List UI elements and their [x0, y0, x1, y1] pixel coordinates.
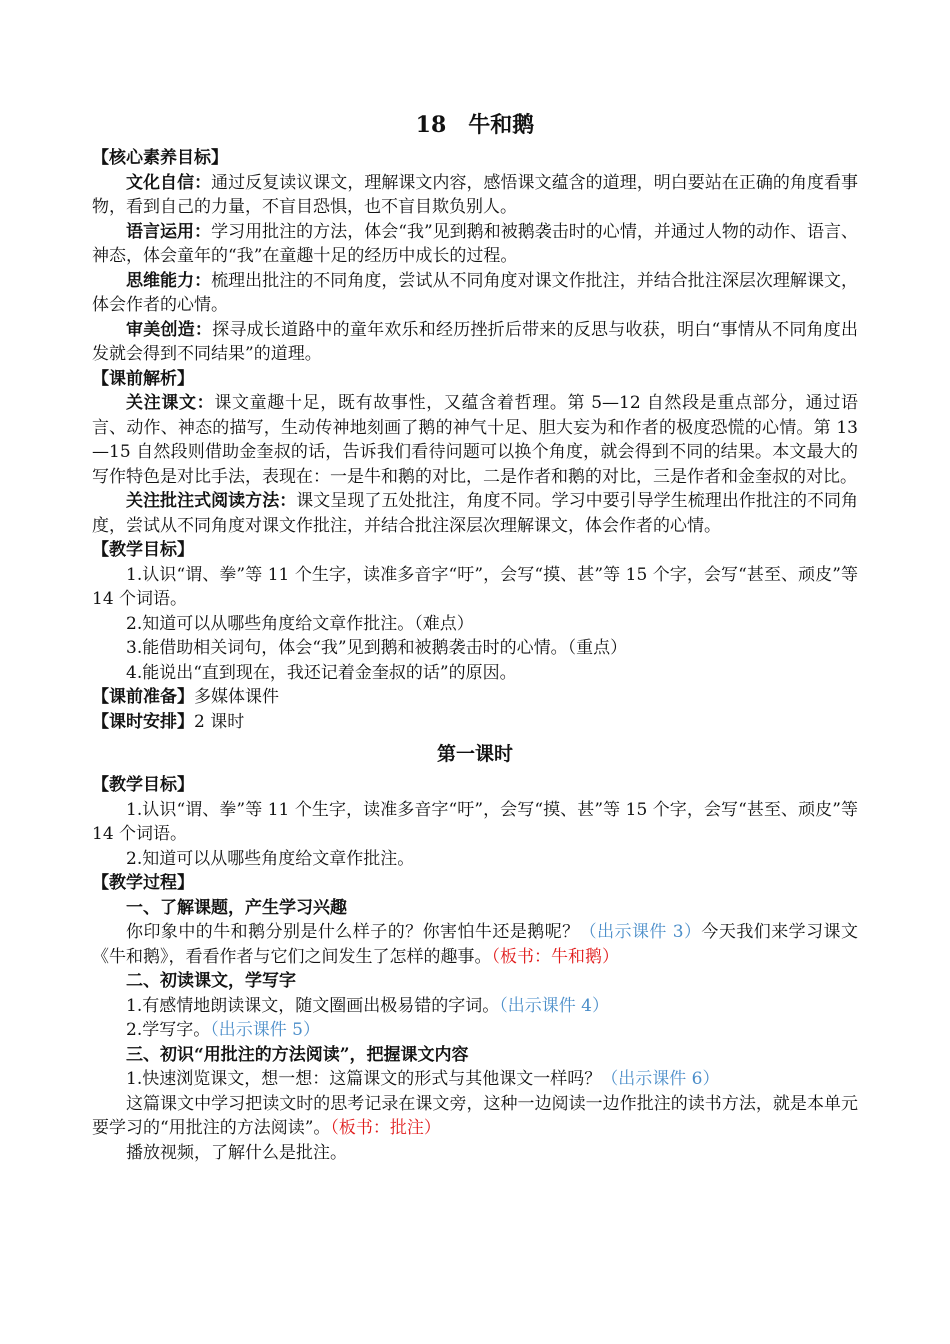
lesson-name: 牛和鹅 [468, 112, 535, 138]
board-note: （板书：批注） [330, 1118, 441, 1138]
step3-title: 三、初识“用批注的方法阅读”，把握课文内容 [126, 1044, 469, 1065]
step2-item1: 1.有感情地朗读课文，随文圈画出极易错的字词。（出示课件 4） [126, 995, 609, 1016]
teaching-goals-heading: 【教学目标】 [92, 540, 194, 560]
teaching-goal-item: 3.能借助相关词句，体会“我”见到鹅和被鹅袭击时的心情。（重点） [126, 638, 628, 658]
prep-line: 【课前准备】多媒体课件 [92, 687, 279, 707]
page-title [92, 110, 858, 140]
courseware-note: （出示课件 3） [579, 922, 702, 942]
step3-paragraph: 这篇课文中学习把读文时的思考记录在课文旁，这种一边阅读一边作批注的读书方法，就是本单元要学习的“用批注的方法阅读”。（板书：批注） [92, 1093, 858, 1138]
step2-item2: 2.学写字。（出示课件 5） [126, 1020, 320, 1040]
board-note: （板书：牛和鹅） [491, 946, 619, 967]
schedule-line: 【课时安排】2 课时 [92, 711, 245, 732]
step3-last: 播放视频，了解什么是批注。 [126, 1142, 347, 1163]
lesson1-goal-item: 2.知道可以从哪些角度给文章作批注。 [126, 848, 415, 869]
lesson1-goals-heading: 【教学目标】 [92, 775, 194, 795]
core-goal-aesthetic: 审美创造：探寻成长道路中的童年欢乐和经历挫折后带来的反思与收获，明白“事情从不同角度出发就会得到不同结果”的道理。 [92, 319, 858, 364]
step3-item1: 1.快速浏览课文，想一想：这篇课文的形式与其他课文一样吗？（出示课件 6） [126, 1069, 720, 1089]
step2-title: 二、初读课文，学写字 [126, 971, 296, 991]
analysis-method: 关注批注式阅读方法：课文呈现了五处批注，角度不同。学习中要引导学生梳理出作批注的不同角度，尝试从不同角度对课文作批注，并结合批注深层次理解课文，体会作者的心情。 [92, 491, 859, 536]
teaching-goal-item: 1.认识“谓、拳”等 11 个生字，读准多音字“吁”，会写“摸、甚”等 15 个字，会写“甚至、顽皮”等 14 个词语。 [92, 564, 858, 609]
core-goal-culture: 文化自信：通过反复读议课文，理解课文内容，感悟课文蕴含的道理，明白要站在正确的角度看事物，看到自己的力量，不盲目恐惧，也不盲目欺负别人。 [92, 172, 859, 217]
core-goal-language: 语言运用：学习用批注的方法，体会“我”见到鹅和被鹅袭击时的心情，并通过人物的动作、语言、神态，体会童年的“我”在童趣十足的经历中成长的过程。 [92, 221, 858, 266]
teaching-goal-item: 4.能说出“直到现在，我还记着金奎叔的话”的原因。 [126, 662, 517, 683]
lesson-number: 18 [415, 112, 447, 138]
core-goal-thinking: 思维能力：梳理出批注的不同角度，尝试从不同角度对课文作批注，并结合批注深层次理解课文，体会作者的心情。 [92, 270, 859, 315]
analysis-heading: 【课前解析】 [92, 368, 194, 389]
lesson1-goal-item: 1.认识“谓、拳”等 11 个生字，读准多音字“吁”，会写“摸、甚”等 15 个字，会写“甚至、顽皮”等 14 个词语。 [92, 799, 858, 844]
process-heading: 【教学过程】 [92, 873, 194, 893]
step1-title: 一、了解课题，产生学习兴趣 [126, 897, 347, 918]
courseware-note: （出示课件 4） [499, 995, 609, 1016]
step1-text: 你印象中的牛和鹅分别是什么样子的？你害怕牛还是鹅呢？（出示课件 3）今天我们来学习课文《牛和鹅》，看看作者与它们之间发生了怎样的趣事。（板书：牛和鹅） [92, 922, 858, 967]
teaching-goal-item: 2.知道可以从哪些角度给文章作批注。（难点） [126, 613, 474, 634]
courseware-note: （出示课件 5） [210, 1020, 320, 1040]
courseware-note: （出示课件 6） [601, 1069, 720, 1089]
lesson1-title: 第一课时 [436, 743, 513, 765]
core-goals-heading: 【核心素养目标】 [92, 148, 228, 168]
analysis-text: 关注课文：课文童趣十足，既有故事性，又蕴含着哲理。第 5—12 自然段是重点部分，通过语言、动作、神态的描写，生动传神地刻画了鹅的神气十足、胆大妄为和作者的极度恐慌的心情。第 13—15 自然段则借助金奎叔的话，告诉我们看待问题可以换个角度，就会得到不同的结果。本文最大的写作特色是对比手法，表现在：一是牛和鹅的对比，二是作者和鹅的对比，三是作者和金奎叔的对比。 [92, 393, 859, 487]
